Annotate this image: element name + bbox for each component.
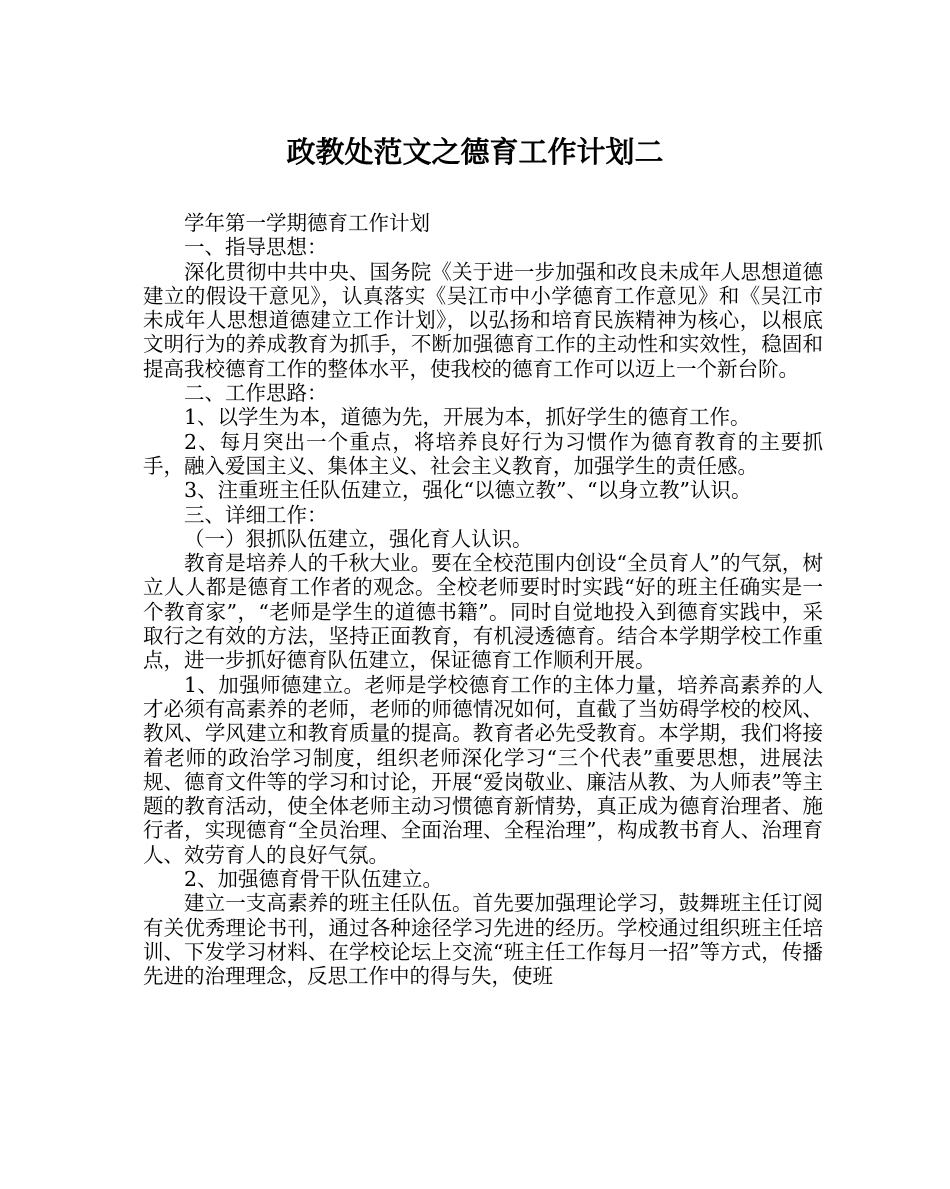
paragraph-teacher-ethics: 1、加强师德建立。老师是学校德育工作的主体力量，培养高素养的人才必须有高素养的老师，老师的师德情况如何，直截了当妨碍学校的校风、教风、学风建立和教育质量的提高。教育者必先受教育。本学期，我们将接着老师的政治学习制度，组织老师深化学习“三个代表”重要思想，进展法规、德育文件等的学习和讨论，开展“爱岗敬业、廉洁从教、为人师表”等主题的教育活动，使全体老师主动习惯德育新情势，真正成为德育治理者、施行者，实现德育“全员治理、全面治理、全程治理”，构成教书育人、治理育人、效劳育人的良好气氛。 [143,672,823,867]
paragraph-head-teacher-team: 建立一支高素养的班主任队伍。首先要加强理论学习，鼓舞班主任订阅有关优秀理论书刊，通过各种途径学习先进的经历。学校通过组织班主任培训、下发学习材料、在学校论坛上交流“班主任工作每月一招”等方式，传播先进的治理理念，反思工作中的得与失，使班 [143,891,823,989]
paragraph-approach-item-1: 1、以学生为本，道德为先，开展为本，抓好学生的德育工作。 [184,405,751,430]
paragraph-section-detailed-work: 三、详细工作： [184,502,328,527]
paragraph-subsection-team-building: （一）狠抓队伍建立，强化育人认识。 [184,526,533,551]
document-body [143,211,823,989]
document-title: 政教处范文之德育工作计划二 [286,135,664,169]
paragraph-team-building-body: 教育是培养人的千秋大业。要在全校范围内创设“全员育人”的气氛，树立人人都是德育工作者的观念。全校老师要时时实践“好的班主任确实是一个教育家”，“老师是学生的道德书籍”。同时自觉地投入到德育实践中，采取行之有效的方法，坚持正面教育，有机浸透德育。结合本学期学校工作重点，进一步抓好德育队伍建立，保证德育工作顺利开展。 [143,551,823,673]
paragraph-section-work-approach: 二、工作思路： [184,381,328,406]
paragraph-approach-item-2: 2、每月突出一个重点，将培养良好行为习惯作为德育教育的主要抓手，融入爱国主义、集体主义、社会主义教育，加强学生的责任感。 [143,429,823,478]
paragraph-section-guiding-thought: 一、指导思想： [184,235,328,260]
paragraph-backbone-team: 2、加强德育骨干队伍建立。 [184,867,444,892]
paragraph-guiding-thought-body: 深化贯彻中共中央、国务院《关于进一步加强和改良未成年人思想道德建立的假设干意见》，认真落实《吴江市中小学德育工作意见》和《吴江市未成年人思想道德建立工作计划》，以弘扬和培育民族精神为核心，以根底文明行为的养成教育为抓手，不断加强德育工作的主动性和实效性，稳固和提高我校德育工作的整体水平，使我校的德育工作可以迈上一个新台阶。 [143,259,823,381]
paragraph-plan-heading: 学年第一学期德育工作计划 [184,211,430,235]
paragraph-approach-item-3: 3、注重班主任队伍建立，强化“以德立教”、“以身立教”认识。 [184,478,752,503]
